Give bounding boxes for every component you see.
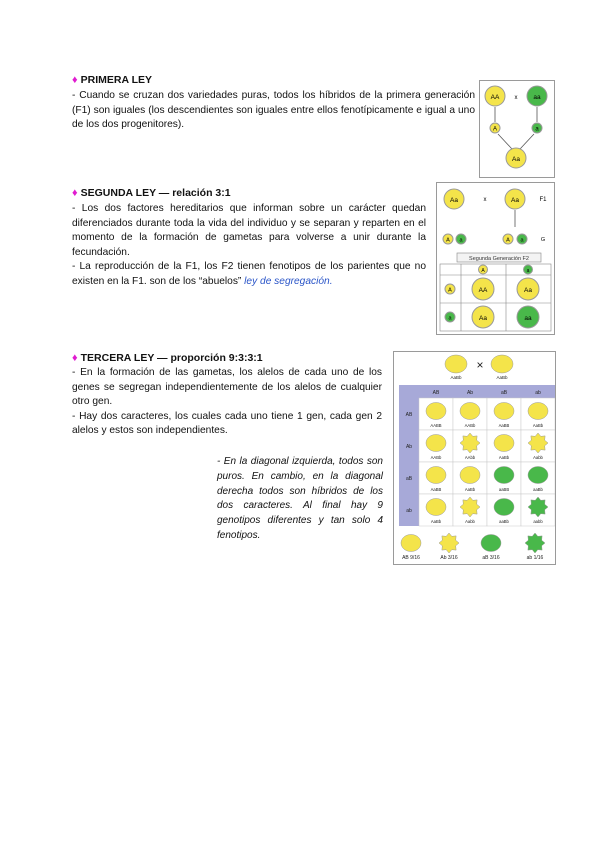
genotype-label: AAbb — [464, 455, 476, 460]
cross-sign: × — [476, 358, 484, 372]
parent-label-1: AA — [490, 94, 500, 101]
pea-phenotype — [426, 499, 446, 516]
genotype-label: AABB — [430, 423, 442, 428]
genotype-label: AaBb — [532, 423, 544, 428]
genotype-label: AaBB — [430, 487, 442, 492]
diamond-bullet-icon: ♦ — [72, 74, 78, 86]
parent-label-2: aa — [533, 94, 541, 101]
gamete-label: a — [459, 237, 463, 244]
gamete-label: A — [446, 237, 450, 244]
row-header: A — [448, 287, 452, 294]
genotype-label: aabb — [533, 519, 543, 524]
row-header: ab — [406, 508, 412, 514]
pea-phenotype — [494, 499, 514, 516]
pea-phenotype — [528, 403, 548, 420]
diamond-bullet-icon: ♦ — [72, 187, 78, 199]
pea-phenotype — [528, 433, 548, 453]
first-law-figure — [479, 80, 555, 178]
diamond-bullet-icon: ♦ — [72, 352, 78, 364]
section-3-text: - En la formación de las gametas, los alelos de cada uno de los genes se segregan independientemente de los alelos de cualquier otro gen. - Hay dos caracteres, los cuales cada uno tiene 1 gen, cada gen 2 alelos y estos son independientes. — [72, 367, 382, 437]
section-2-title: ♦ SEGUNDA LEY — relación 3:1 — [72, 187, 231, 199]
pea-phenotype — [494, 467, 514, 484]
phenotype-ratio-label: AB 9/16 — [402, 555, 420, 561]
genotype-label: aaBb — [499, 519, 509, 524]
first-law-diagram — [480, 81, 554, 177]
parent-label-2: Aa — [511, 197, 519, 204]
genotype-label: Aabb — [533, 455, 543, 460]
phenotype-ratio-label: aB 3/16 — [482, 555, 500, 561]
punnett-cell: Aa — [479, 315, 487, 322]
cross-sign: x — [483, 197, 487, 203]
pea-phenotype — [494, 435, 514, 452]
dihybrid-punnett-diagram — [394, 352, 555, 564]
section-1-title: ♦ PRIMERA LEY — [72, 74, 152, 86]
genotype-label: AaBb — [498, 455, 510, 460]
pea-phenotype — [460, 497, 480, 517]
pea-phenotype — [460, 467, 480, 484]
section-3-title: ♦ TERCERA LEY — proporción 9:3:3:1 — [72, 352, 263, 364]
gamete-generation-label: G — [540, 237, 546, 243]
phenotype-ratio-label: Ab 3/16 — [440, 555, 458, 561]
genotype-label: AaBB — [498, 423, 510, 428]
row-header: Ab — [405, 444, 413, 450]
segregation-law-link[interactable]: ley de segregación. — [244, 275, 333, 287]
column-header: aB — [500, 390, 508, 396]
second-law-figure — [436, 182, 555, 335]
genotype-label: AaBb — [464, 487, 476, 492]
parent-pea-2 — [491, 355, 513, 373]
genotype-label: AABb — [464, 423, 476, 428]
parent-label-1: AaBb — [450, 375, 462, 380]
genotype-label: AABb — [430, 455, 442, 460]
genotype-label: Aabb — [465, 519, 475, 524]
gamete-label: A — [506, 237, 510, 244]
column-header: a — [526, 267, 530, 274]
gamete-label-2: a — [535, 126, 539, 133]
pea-phenotype — [426, 467, 446, 484]
parent-pea-1 — [445, 355, 467, 373]
column-header: AB — [432, 390, 440, 396]
offspring-label: Aa — [512, 156, 520, 163]
gamete-label-1: A — [492, 126, 498, 133]
row-header: a — [448, 315, 452, 322]
pea-phenotype — [494, 403, 514, 420]
pea-phenotype — [426, 435, 446, 452]
section-2-text: - Los dos factores hereditarios que informan sobre un carácter quedan diferenciados durante toda la vida del individuo y se separan y reparten en el momento de la formación de gametas para volverse a unir durante la fecundación. - La reproducción de la F1, los F2 tienen fenotipos de los parientes que no existen en la F1. son de los “abuelos” ley de segregación. — [72, 203, 426, 287]
section-3-note: - En la diagonal izquierda, todos son puros. En cambio, en la diagonal derecha todos son híbridos de los dos caracteres. Al final hay 9 genotipos diferentes y tan solo 4 fenotipos. — [217, 456, 383, 541]
genotype-label: aaBB — [498, 487, 510, 492]
pea-phenotype — [426, 403, 446, 420]
column-header: A — [481, 267, 485, 274]
phenotype-ratio-label: ab 1/16 — [526, 555, 544, 561]
parent-label-1: Aa — [450, 197, 458, 204]
row-header-bar — [399, 385, 419, 526]
punnett-cell: AA — [478, 287, 488, 294]
genotype-label: AaBb — [430, 519, 442, 524]
column-header: ab — [535, 390, 541, 396]
pea-phenotype — [528, 497, 548, 517]
third-law-figure — [393, 351, 556, 565]
pea-phenotype — [528, 467, 548, 484]
pea-phenotype — [460, 403, 480, 420]
pea-phenotype — [460, 433, 480, 453]
column-header: Ab — [466, 390, 474, 396]
punnett-cell: aa — [524, 315, 532, 322]
section-1-text: - Cuando se cruzan dos variedades puras, todos los híbridos de la primera generación (F1) son iguales (los descendientes son iguales entre ellos fenotípicamente e igual a uno de los dos progenitores). — [72, 90, 475, 131]
phenotype-summary-pea — [401, 535, 421, 552]
phenotype-summary-pea — [525, 533, 545, 553]
generation-label: F1 — [539, 197, 547, 203]
cross-sign: x — [514, 95, 518, 101]
phenotype-summary-pea — [439, 533, 459, 553]
punnett-cell: Aa — [524, 287, 532, 294]
row-header: aB — [405, 476, 413, 482]
f2-label: Segunda Generación F2 — [469, 256, 529, 262]
phenotype-summary-pea — [481, 535, 501, 552]
gamete-label: a — [520, 237, 524, 244]
second-law-diagram — [437, 183, 554, 334]
row-header: AB — [405, 412, 413, 418]
parent-label-2: AaBb — [496, 375, 508, 380]
genotype-label: aaBb — [533, 487, 543, 492]
